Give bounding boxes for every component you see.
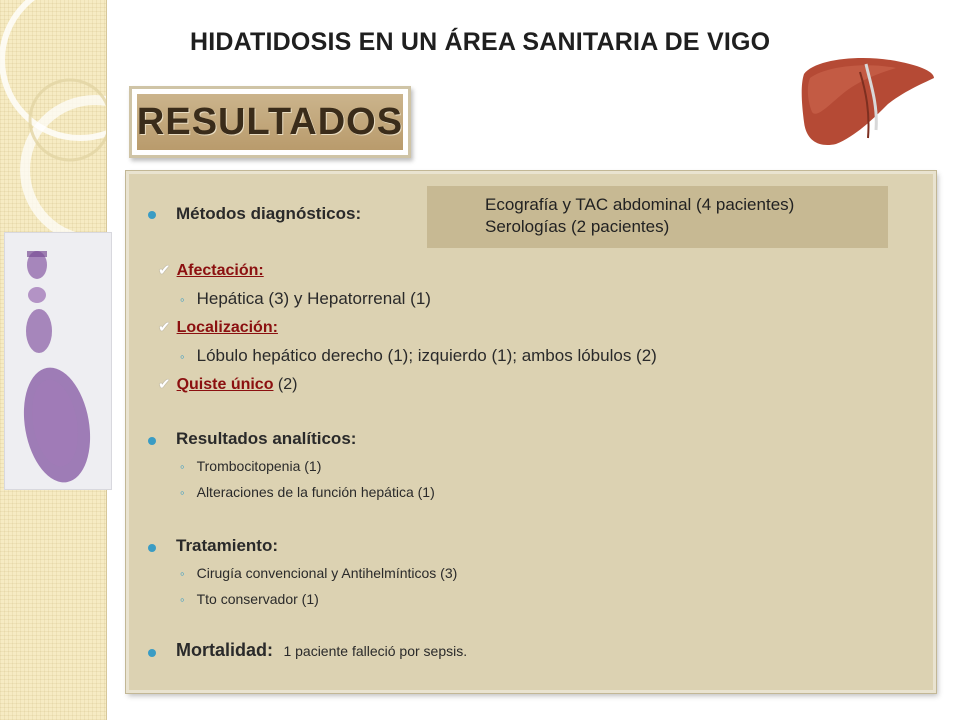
- ring-bullet-icon: ◦: [180, 566, 185, 581]
- ring-bullet-icon: ◦: [180, 485, 185, 500]
- tratamiento-item: [180, 591, 319, 607]
- analiticos-item: [180, 458, 321, 474]
- callout-line: Ecografía y TAC abdominal (4 pacientes): [485, 195, 795, 214]
- analiticos-item-text: Alteraciones de la función hepática (1): [196, 484, 435, 500]
- localizacion-label: Localización:: [176, 319, 278, 336]
- section-tag: [129, 86, 411, 158]
- quiste-row: [158, 375, 297, 394]
- ring-bullet-icon: ◦: [180, 349, 185, 364]
- mortalidad-row: [176, 640, 467, 661]
- afectacion-detail-row: [180, 289, 431, 309]
- analiticos-item-text: Trombocitopenia (1): [196, 458, 322, 474]
- localizacion-detail: Lóbulo hepático derecho (1); izquierdo (1); ambos lóbulos (2): [196, 346, 657, 365]
- bullet-icon: [148, 437, 156, 445]
- afectacion-row: [158, 261, 264, 280]
- checkmark-icon: ✔: [158, 319, 171, 336]
- callout-line: Serologías (2 pacientes): [485, 217, 670, 236]
- ring-bullet-icon: ◦: [180, 459, 185, 474]
- metodos-heading: Métodos diagnósticos:: [176, 204, 362, 223]
- tratamiento-item-text: Tto conservador (1): [196, 591, 319, 607]
- ring-bullet-icon: ◦: [180, 292, 185, 307]
- analiticos-item: [180, 484, 435, 500]
- bullet-icon: [148, 649, 156, 657]
- afectacion-detail: Hepática (3) y Hepatorrenal (1): [196, 289, 431, 308]
- checkmark-icon: ✔: [158, 376, 171, 393]
- quiste-label: Quiste único: [176, 376, 274, 393]
- afectacion-label: Afectación:: [176, 262, 264, 279]
- mortalidad-label: Mortalidad:: [176, 640, 273, 660]
- localizacion-detail-row: [180, 346, 657, 366]
- tratamiento-item: [180, 565, 457, 581]
- tratamiento-heading: Tratamiento:: [176, 536, 279, 555]
- bullet-icon: [148, 211, 156, 219]
- checkmark-icon: ✔: [158, 262, 171, 279]
- mortalidad-detail: 1 paciente falleció por sepsis.: [283, 643, 468, 659]
- tratamiento-item-text: Cirugía convencional y Antihelmínticos (3): [196, 565, 458, 581]
- quiste-count: (2): [273, 376, 298, 393]
- localizacion-row: [158, 318, 278, 337]
- section-heading: RESULTADOS: [136, 100, 404, 143]
- bullet-icon: [148, 544, 156, 552]
- diagnostic-methods-callout: [427, 186, 888, 248]
- analiticos-heading: Resultados analíticos:: [176, 429, 357, 448]
- ring-bullet-icon: ◦: [180, 592, 185, 607]
- page-title: HIDATIDOSIS EN UN ÁREA SANITARIA DE VIGO: [190, 28, 771, 56]
- liver-image: [796, 52, 938, 153]
- parasite-image: [4, 232, 112, 490]
